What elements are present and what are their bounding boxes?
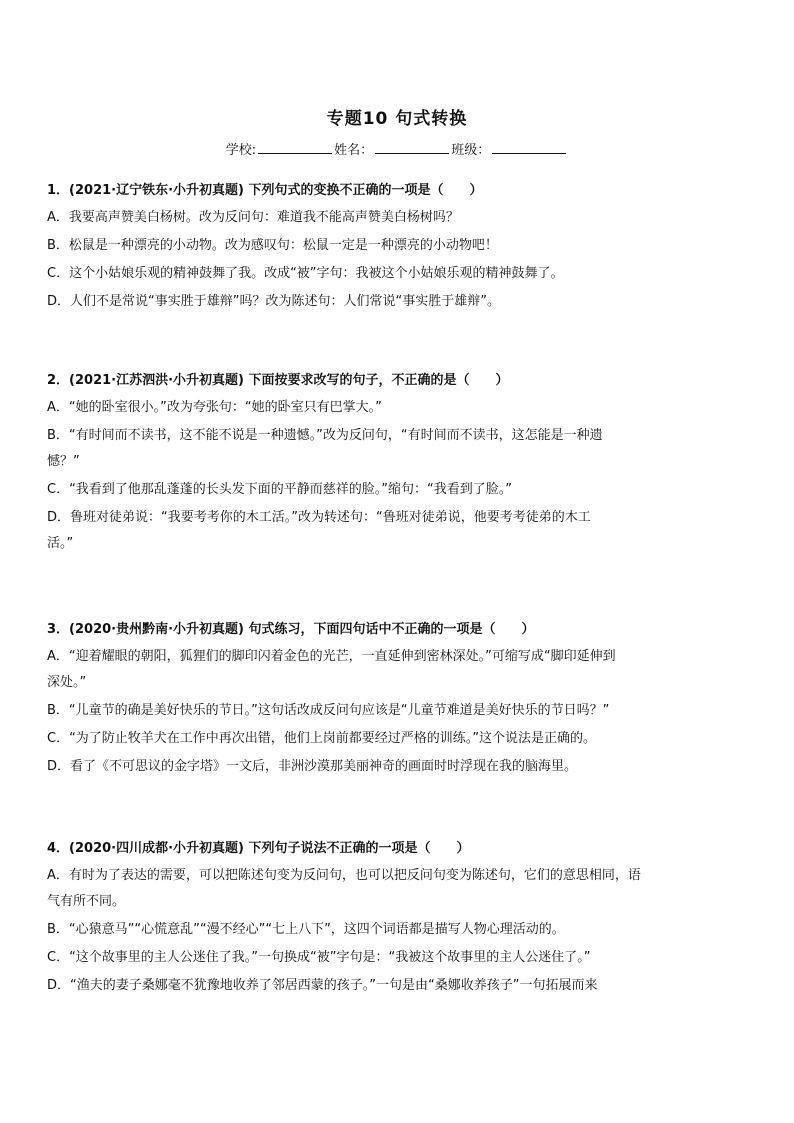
option-b: B．松鼠是一种漂亮的小动物。改为感叹句：松鼠一定是一种漂亮的小动物吧！ bbox=[47, 238, 498, 253]
option-a-continued: 深处。” bbox=[47, 675, 87, 690]
option-a-continued: 气有所不同。 bbox=[47, 894, 126, 909]
option-b-continued: 憾？” bbox=[47, 454, 80, 469]
option-c: C．“我看到了他那乱蓬蓬的长头发下面的平静而慈祥的脸。”缩句：“我看到了脸。” bbox=[47, 482, 513, 497]
option-d: D．看了《不可思议的金字塔》一文后，非洲沙漠那美丽神奇的画面时时浮现在我的脑海里。 bbox=[47, 759, 578, 774]
option-a: A．“她的卧室很小。”改为夸张句：“她的卧室只有巴掌大。” bbox=[47, 400, 382, 415]
name-blank[interactable] bbox=[375, 141, 449, 154]
school-label: 学校: bbox=[225, 143, 257, 158]
option-b: B．“儿童节的确是美好快乐的节日。”这句话改成反问句应该是“儿童节难道是美好快乐的节日吗？” bbox=[47, 703, 610, 718]
question-stem: 4．(2020·四川成都·小升初真题) 下列句子说法不正确的一项是（ ） bbox=[47, 841, 470, 856]
question-4 bbox=[47, 840, 747, 1005]
page-title: 专题10 句式转换 bbox=[326, 109, 468, 129]
question-3 bbox=[47, 621, 747, 786]
option-d: D．“渔夫的妻子桑娜毫不犹豫地收养了邻居西蒙的孩子。”一句是由“桑娜收养孩子”一句拓展而来 bbox=[47, 978, 598, 993]
student-info-line bbox=[0, 139, 794, 158]
option-d: D．人们不是常说“事实胜于雄辩”吗？改为陈述句：人们常说“事实胜于雄辩”。 bbox=[47, 294, 500, 309]
class-blank[interactable] bbox=[492, 141, 566, 154]
question-stem: 2．(2021·江苏泗洪·小升初真题) 下面按要求改写的句子，不正确的是（ ） bbox=[47, 373, 509, 388]
option-d-continued: 活。” bbox=[47, 536, 74, 551]
question-2 bbox=[47, 372, 747, 563]
question-stem: 1．(2021·辽宁铁东·小升初真题) 下列句式的变换不正确的一项是（ ） bbox=[47, 183, 483, 198]
option-d: D．鲁班对徒弟说：“我要考考你的木工活。”改为转述句：“鲁班对徒弟说，他要考考徒弟的木工 bbox=[47, 510, 591, 525]
option-b: B．“心猿意马”“心慌意乱”“漫不经心”“七上八下”，这四个词语都是描写人物心理活动的。 bbox=[47, 922, 565, 937]
name-label: 姓名： bbox=[334, 143, 374, 158]
option-b: B．“有时间而不读书，这不能不说是一种遗憾。”改为反问句，“有时间而不读书，这怎能是一种遗 bbox=[47, 428, 603, 443]
question-stem: 3．(2020·贵州黔南·小升初真题) 句式练习，下面四句话中不正确的一项是（ ） bbox=[47, 622, 535, 637]
option-a: A．有时为了表达的需要，可以把陈述句变为反问句，也可以把反问句变为陈述句，它们的意思相同，语 bbox=[47, 868, 641, 883]
option-c: C．“为了防止牧羊犬在工作中再次出错，他们上岗前都要经过严格的训练。”这个说法是正确的。 bbox=[47, 731, 597, 746]
option-c: C．这个小姑娘乐观的精神鼓舞了我。改成“被”字句：我被这个小姑娘乐观的精神鼓舞了。 bbox=[47, 266, 564, 281]
option-a: A．我要高声赞美白杨树。改为反问句：难道我不能高声赞美白杨树吗？ bbox=[47, 210, 459, 225]
school-blank[interactable] bbox=[258, 141, 332, 154]
question-1 bbox=[47, 182, 747, 321]
class-label: 班级： bbox=[451, 143, 491, 158]
option-c: C．“这个故事里的主人公迷住了我。”一句换成“被”字句是：“我被这个故事里的主人公迷住了。” bbox=[47, 950, 591, 965]
option-a: A．“迎着耀眼的朝阳，狐狸们的脚印闪着金色的光芒，一直延伸到密林深处。”可缩写成“脚印延伸到 bbox=[47, 649, 616, 664]
